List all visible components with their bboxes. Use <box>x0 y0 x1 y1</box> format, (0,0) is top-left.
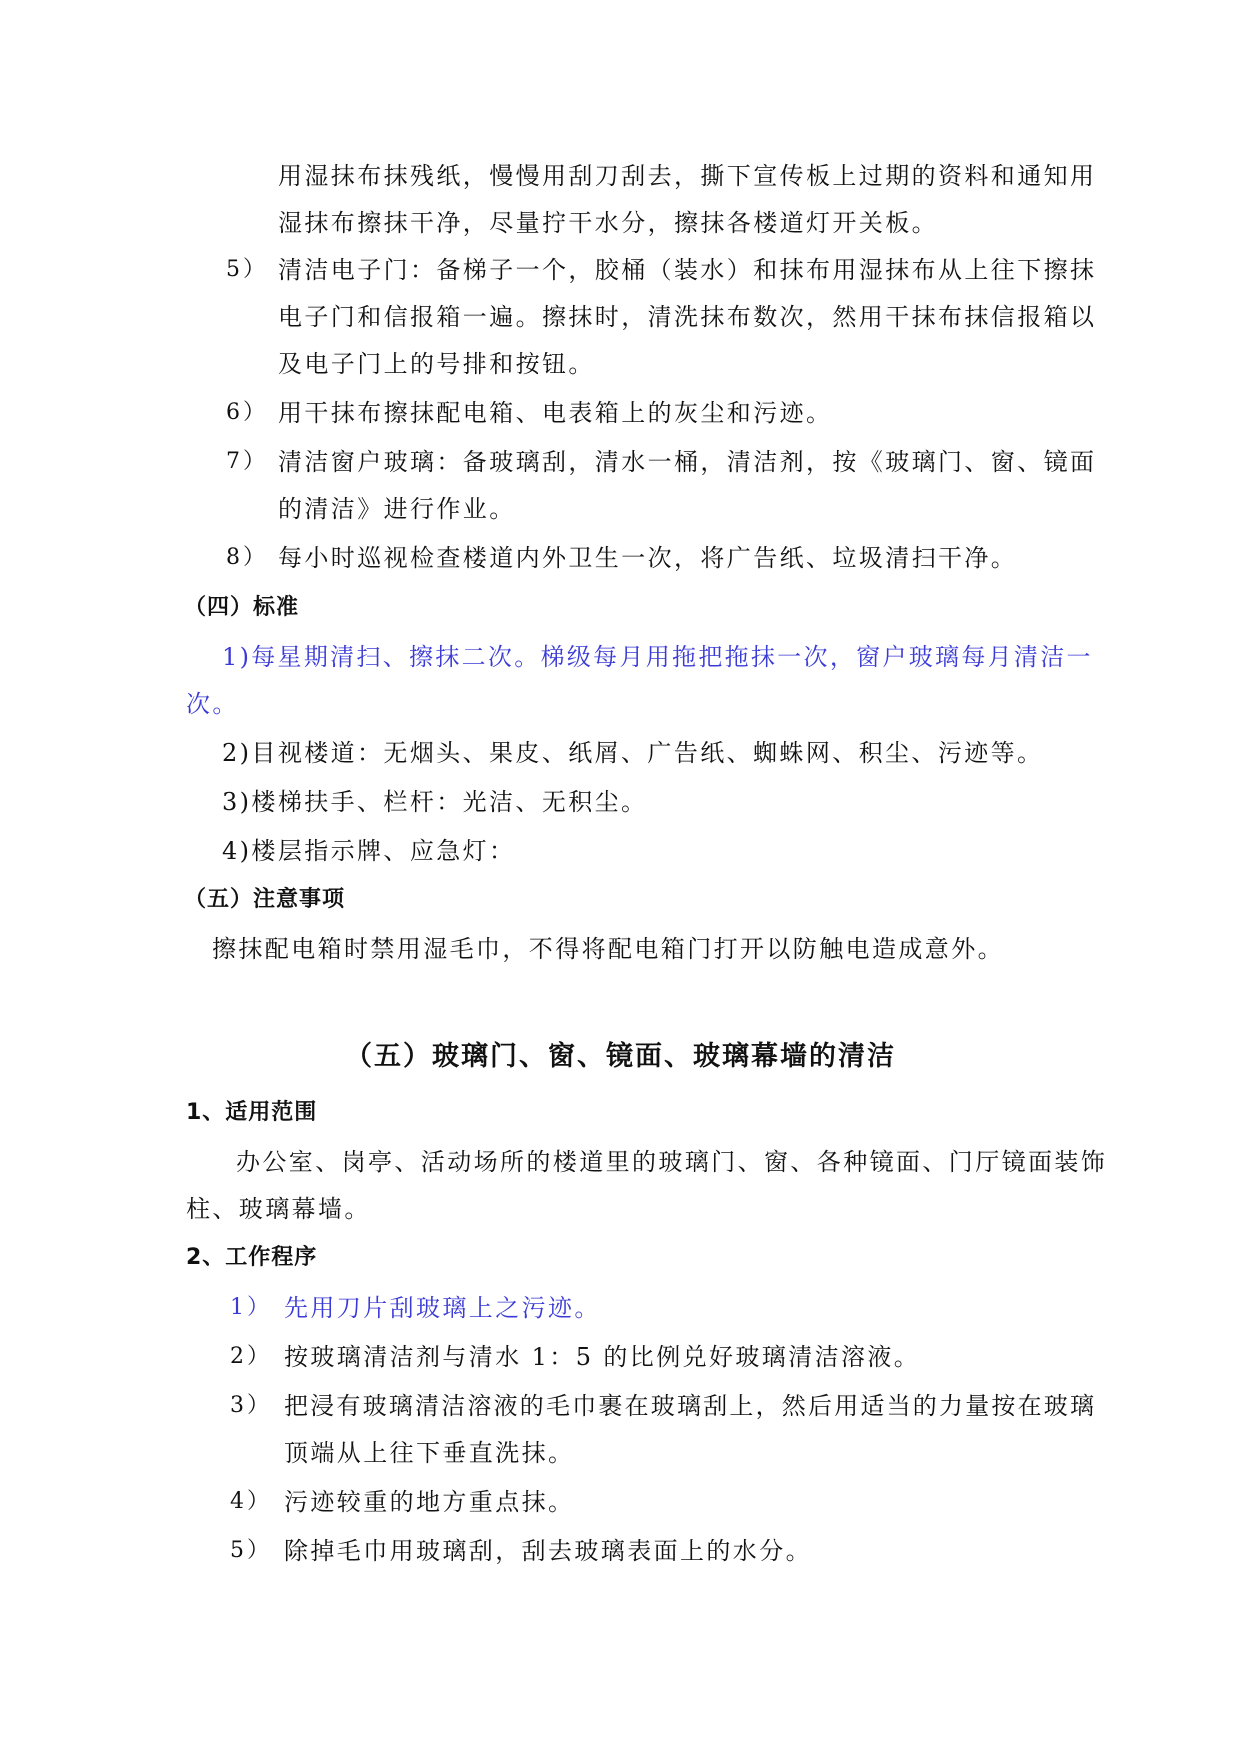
procedure-step: 污迹较重的地方重点抹。 <box>284 1488 575 1516</box>
notes-text: 擦抹配电箱时禁用湿毛巾，不得将配电箱门打开以防触电造成意外。 <box>212 935 1004 963</box>
list-item-text: 清洁窗户玻璃：备玻璃刮，清水一桶，清洁剂，按《玻璃门、窗、镜面 <box>278 448 1097 476</box>
paragraph-line: 用湿抹布抹残纸，慢慢用刮刀刮去，撕下宣传板上过期的资料和通知用 <box>278 162 1097 190</box>
procedure-step: 除掉毛巾用玻璃刮，刮去玻璃表面上的水分。 <box>284 1537 812 1565</box>
standard-item: 2)目视楼道：无烟头、果皮、纸屑、广告纸、蜘蛛网、积尘、污迹等。 <box>222 739 1044 767</box>
section-heading-standard: （四）标准 <box>184 595 300 620</box>
standard-item-continuation: 次。 <box>186 690 239 718</box>
subsection-heading-procedure: 2、工作程序 <box>186 1245 318 1270</box>
list-item-text: 清洁电子门：备梯子一个，胶桶（装水）和抹布用湿抹布从上往下擦抹 <box>278 256 1097 284</box>
procedure-number: 2） <box>230 1344 272 1369</box>
list-item-text: 用干抹布擦抹配电箱、电表箱上的灰尘和污迹。 <box>278 399 833 427</box>
procedure-step: 把浸有玻璃清洁溶液的毛巾裹在玻璃刮上，然后用适当的力量按在玻璃 <box>284 1392 1097 1420</box>
standard-item: 4)楼层指示牌、应急灯： <box>222 837 516 865</box>
standard-item-highlighted: 1)每星期清扫、擦抹二次。梯级每月用拖把拖抹一次，窗户玻璃每月清洁一 <box>222 643 1093 671</box>
standard-item: 3)楼梯扶手、栏杆：光洁、无积尘。 <box>222 788 648 816</box>
list-number: 8） <box>226 545 268 570</box>
procedure-step-highlighted: 先用刀片刮玻璃上之污迹。 <box>284 1294 601 1322</box>
section-heading-notes: （五）注意事项 <box>184 887 346 912</box>
subsection-heading-scope: 1、适用范围 <box>186 1100 318 1125</box>
list-item-text: 的清洁》进行作业。 <box>278 495 516 523</box>
list-number: 5） <box>226 257 268 282</box>
scope-text: 柱、玻璃幕墙。 <box>186 1195 371 1223</box>
list-item-text: 每小时巡视检查楼道内外卫生一次，将广告纸、垃圾清扫干净。 <box>278 544 1018 572</box>
list-item-text: 及电子门上的号排和按钮。 <box>278 350 595 378</box>
procedure-number: 3） <box>230 1393 272 1418</box>
procedure-step: 顶端从上往下垂直洗抹。 <box>284 1439 575 1467</box>
scope-text: 办公室、岗亭、活动场所的楼道里的玻璃门、窗、各种镜面、门厅镜面装饰 <box>236 1148 1108 1176</box>
list-number: 7） <box>226 449 268 474</box>
procedure-step: 按玻璃清洁剂与清水 1：5 的比例兑好玻璃清洁溶液。 <box>284 1343 921 1371</box>
list-number: 6） <box>226 400 268 425</box>
section-title-glass-cleaning: （五）玻璃门、窗、镜面、玻璃幕墙的清洁 <box>345 1041 896 1072</box>
paragraph-line: 湿抹布擦抹干净，尽量拧干水分，擦抹各楼道灯开关板。 <box>278 209 938 237</box>
procedure-number: 5） <box>230 1538 272 1563</box>
procedure-number: 1） <box>230 1295 272 1320</box>
procedure-number: 4） <box>230 1489 272 1514</box>
list-item-text: 电子门和信报箱一遍。擦抹时，清洗抹布数次，然用干抹布抹信报箱以 <box>278 303 1097 331</box>
